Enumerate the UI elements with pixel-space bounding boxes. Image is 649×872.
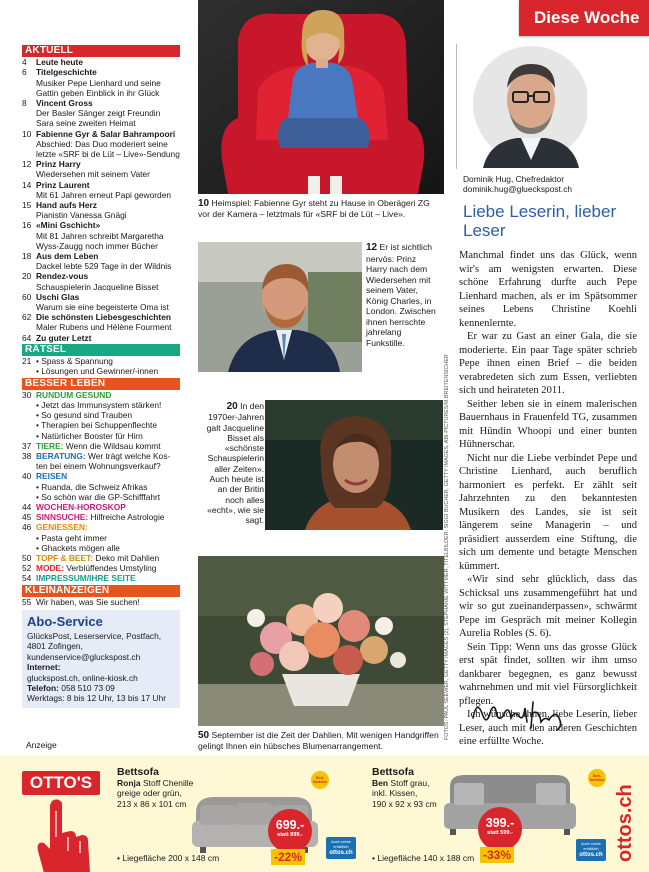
editorial-paragraph: Seither leben sie in einem malerischen Bauernhaus in Frauenfeld TG, zusammen mit Hündin Whoopi und einer bunten Hühnerschar. — [459, 398, 637, 450]
product-name: Ronja — [117, 778, 141, 788]
toc-entry-title: Wenn die Wildsau kommt — [63, 440, 161, 451]
toc-entry[interactable] — [22, 390, 180, 441]
old-price: statt 899.- — [277, 832, 303, 838]
toc-entry[interactable] — [22, 553, 180, 563]
online-tag-site: ottos.ch — [579, 852, 603, 859]
toc-entry-title: «Mini Gschicht» — [36, 220, 101, 231]
online-tag — [326, 837, 356, 859]
toc-entry-title: Vincent Gross — [36, 98, 93, 109]
toc-page-number: 62 — [22, 312, 32, 323]
toc-section-besser-leben — [22, 378, 180, 584]
toc-entry-text — [36, 471, 180, 502]
toc-page-number: 46 — [22, 522, 32, 533]
editorial-paragraph: Er war zu Gast an einer Gala, die sie moderierte. Ein paar Tage später schrieb Pepe ihnen einen Brief – die beiden verabredeten sich zum Essen, verliebten sich und heirateten 2011. — [459, 331, 637, 396]
toc-category: GENIESSEN: — [36, 522, 88, 533]
editor-name: Dominik Hug, Chefredaktor — [463, 174, 565, 184]
editorial-paragraph: Ich wünsche Ihnen, liebe Leserin, lieber Leser, auch mit den anderen Geschichten eine erfüllte Woche. — [459, 709, 637, 747]
toc-entry-text — [36, 220, 180, 251]
photo-editor — [473, 44, 587, 168]
toc-entry-text — [36, 502, 180, 512]
toc-page-number: 54 — [22, 573, 32, 584]
abo-service-box — [22, 610, 180, 708]
abo-telefon: 058 510 73 09 — [58, 683, 115, 693]
toc-entry-text — [36, 292, 180, 312]
toc-entry-sub: • Spass & Spannung — [36, 356, 113, 367]
product-desc-line: greige oder grün, — [117, 788, 182, 799]
liegeflaeche: • Liegefläche 200 x 148 cm — [117, 853, 220, 863]
toc-list-aktuell — [22, 57, 180, 343]
toc-entry-sub: • Lösungen und Gewinner/-innen — [36, 366, 159, 377]
toc-entry-line — [36, 471, 180, 481]
toc-entry-text — [36, 573, 180, 583]
toc-header-raetsel: RÄTSEL — [22, 344, 180, 356]
toc-entry-sub: Der Basler Sänger zeigt Freundin — [36, 108, 161, 119]
toc-entry-title: Hilfreiche Astrologie — [88, 512, 165, 523]
caption-fabienne — [198, 198, 444, 220]
toc-entry-sub: Mit 81 Jahren schreibt Margaretha — [36, 230, 164, 241]
toc-category: REISEN — [36, 471, 68, 482]
online-tag-site: ottos.ch — [329, 850, 353, 857]
toc-section-aktuell — [22, 45, 180, 343]
caption-text: Er ist sichtlich nervös: Prinz Harry nach dem Wiedersehen mit seinem Vater, König Charles, in London. Zwischen ihnen herrschte jahrelang Funkstille. — [366, 242, 436, 348]
toc-entry[interactable] — [22, 57, 180, 67]
ottos-site-vertical — [610, 768, 644, 868]
photo-prinz-harry — [198, 242, 362, 372]
caption-dahlien — [198, 730, 444, 752]
toc-entry-title: Verblüffendes Umstyling — [63, 563, 157, 574]
toc-entry-sub: Gattin geben Einblick in ihr Glück — [36, 87, 160, 98]
toc-entry-title: Fabienne Gyr & Salar Bahrampoori — [36, 128, 176, 139]
toc-entry[interactable] — [22, 522, 180, 553]
toc-entry-text — [36, 180, 180, 200]
toc-entry-line — [36, 502, 180, 512]
toc-entry-title: Uschi Glas — [36, 291, 80, 302]
price-circle — [268, 809, 312, 853]
toc-entry[interactable] — [22, 502, 180, 512]
editorial-paragraph: Sein Tipp: Wenn uns das grosse Glück erst spät findet, sollten wir ihm umso dankbarer begegnen, es ganz bewusst wahrnehmen und mit viel Fürsorglichkeit pflegen. — [459, 641, 637, 707]
product-desc-line: 190 x 92 x 93 cm — [372, 798, 437, 809]
toc-entry-text — [36, 251, 180, 271]
toc-entry-sub: • Ghackets mögen alle — [36, 542, 120, 553]
old-price: statt 599.- — [487, 830, 513, 836]
toc-category: IMPRESSUM/IHRE SEITE — [36, 573, 136, 584]
bettfunktion-badge: Bett-funktion — [588, 769, 606, 787]
abo-hours: Werktags: 8 bis 12 Uhr, 13 bis 17 Uhr — [27, 693, 167, 704]
product-desc-line: inkl. Kissen, — [372, 788, 418, 799]
editor-byline — [463, 174, 572, 195]
online-tag-text: Auch online erhältlich — [331, 840, 351, 849]
toc-entry-sub: Warum sie eine begeisterte Oma ist — [36, 302, 169, 313]
toc-page-number: 18 — [22, 251, 32, 262]
toc-entry-title: Hand aufs Herz — [36, 200, 97, 211]
toc-header-besser-leben: BESSER LEBEN — [22, 378, 180, 390]
toc-entry[interactable] — [22, 292, 180, 312]
toc-page-number: 12 — [22, 159, 32, 170]
caption-harry — [366, 242, 438, 348]
toc-category: TIERE: — [36, 440, 64, 451]
editorial-paragraph: Nicht nur die Liebe verbindet Pepe und Christine Lienhard, auch beruflich harmoniert es perfekt. Er zählt seit Jahrzehnten zu den bekanntesten Musikern des Landes, sie ist seit längerem seine Managerin – und präsidiert ausserdem eine Stiftung, die sich um demente und betagte Menschen kümmert. — [459, 452, 637, 572]
toc-entry-sub: Sara seine zweiten Heimat — [36, 118, 136, 129]
toc-entry-text — [36, 159, 180, 179]
toc-page-number: 21 — [22, 356, 32, 367]
toc-category: RUNDUM GESUND — [36, 389, 112, 400]
toc-entry-sub: Wiedersehen mit seinem Vater — [36, 169, 150, 180]
toc-entry-title: Zu guter Letzt — [36, 332, 92, 343]
toc-list-raetsel — [22, 356, 180, 376]
product-title: Bettsofa — [372, 766, 415, 778]
toc-entry-sub: Abschied: Das Duo moderiert seine — [36, 138, 168, 149]
toc-entry[interactable] — [22, 597, 180, 607]
toc-list-besser-leben — [22, 390, 180, 584]
toc-page-number: 8 — [22, 98, 27, 109]
toc-entry-line — [36, 553, 180, 563]
toc-entry[interactable] — [22, 180, 180, 200]
toc-entry-title: Rendez-vous — [36, 271, 89, 282]
ottos-logo — [22, 771, 100, 871]
price: 699.- — [275, 818, 305, 832]
toc-category: MODE: — [36, 563, 64, 574]
toc-entry[interactable] — [22, 159, 180, 179]
toc-page-number: 44 — [22, 501, 32, 512]
toc-entry[interactable] — [22, 251, 180, 271]
abo-address-line: GlücksPost, Leserservice, Postfach, — [27, 630, 162, 641]
toc-entry-sub: letzte «SRF bi de Lüt – Live»-Sendung — [36, 149, 180, 160]
toc-entry-text — [36, 67, 180, 98]
toc-entry-text — [36, 57, 180, 67]
toc-entry-text — [36, 451, 180, 471]
caption-text: September ist die Zeit der Dahlien. Mit wenigen Handgriffen gelingt Ihnen ein hübsches Blumenarrangement. — [198, 730, 439, 752]
price-circle — [478, 807, 522, 851]
toc-category: WOCHEN-HOROSKOP — [36, 501, 126, 512]
toc-page-number: 30 — [22, 389, 32, 400]
advertisement-ottos[interactable] — [0, 755, 649, 872]
toc-entry-line — [36, 390, 180, 400]
toc-page-number: 14 — [22, 179, 32, 190]
toc-entry[interactable] — [22, 271, 180, 291]
toc-header-kleinanzeigen: KLEINANZEIGEN — [22, 585, 180, 597]
product-name: Ben — [372, 778, 389, 788]
abo-telefon-label: Telefon: — [27, 683, 59, 693]
toc-entry[interactable] — [22, 563, 180, 573]
toc-entry[interactable] — [22, 129, 180, 160]
discount-badge: -22% — [271, 849, 305, 865]
toc-entry[interactable] — [22, 573, 180, 583]
toc-entry[interactable] — [22, 471, 180, 502]
toc-entry-sub: Musiker Pepe Lienhard und seine — [36, 77, 161, 88]
toc-entry-text — [36, 200, 180, 220]
section-badge: Diese Woche — [519, 0, 649, 36]
ottos-logo-text: OTTO'S — [22, 771, 100, 795]
toc-entry-line — [36, 451, 180, 461]
toc-entry[interactable] — [22, 441, 180, 451]
toc-list-kleinanzeigen — [22, 597, 180, 607]
toc-entry-sub: • Jetzt das Immunsystem stärken! — [36, 399, 162, 410]
toc-entry-text — [36, 129, 180, 160]
toc-entry-title: Die schönsten Liebesgeschichten — [36, 312, 171, 323]
photo-credit — [444, 354, 453, 740]
toc-entry-line — [36, 573, 180, 583]
toc-entry-text — [36, 441, 180, 451]
toc-page-number: 40 — [22, 471, 32, 482]
toc-entry-title: Aus dem Leben — [36, 251, 99, 262]
toc-entry-line — [36, 522, 180, 532]
editorial-paragraph: Manchmal findet uns das Glück, wenn wir's am wenigsten erwarten. Diese schöne Erfahrung durfte auch Pepe Lienhard machen, als er im Spätsommer seines Lebens Christine Koehli kennenlernte. — [459, 250, 637, 329]
toc-page-number: 6 — [22, 67, 27, 78]
divider — [456, 44, 457, 169]
toc-page-number: 64 — [22, 332, 32, 343]
abo-address-line: 4801 Zofingen, — [27, 641, 83, 652]
pointing-hand-icon — [22, 797, 100, 872]
caption-text: In den 1970er-Jahren galt Jacqueline Bisset als «schönste Schauspielerin aller Zeiten». Auch heute ist an der Britin noch alles «echt», wie sie sagt. — [206, 401, 264, 526]
toc-entry-text — [36, 356, 180, 376]
toc-entry-text — [36, 333, 180, 343]
editorial-paragraph: «Wir sind sehr glücklich, dass das Schicksal uns zusammengeführt hat und wir so gut zueinanderpassen», schwärmt Pepe im Gespräch mit meiner Kollegin Aurelia Robles (S. 6). — [459, 574, 637, 639]
toc-entry[interactable] — [22, 312, 180, 332]
signature-image — [469, 692, 579, 737]
toc-page-number: 20 — [22, 271, 32, 282]
photo-credit-text: FOTOS: PAUL SEEWER, GETTY IMAGES (2), STEPHANIE WITTMER, TITELBILDER: SIGGI BUCHER, GETTY IMAGES, ABI-PICTURES/M.BREITENSICHER — [444, 354, 450, 740]
toc-entry[interactable] — [22, 98, 180, 129]
abo-title: Abo-Service — [27, 613, 103, 629]
price: 399.- — [485, 816, 515, 830]
ad-label: Anzeige — [26, 740, 57, 750]
toc-category: TOPF & BEET: — [36, 552, 94, 563]
toc-entry-line — [36, 512, 180, 522]
toc-page-number: 45 — [22, 512, 32, 523]
toc-entry-title: Wer trägt welche Kos- — [85, 450, 171, 461]
toc-page-number: 52 — [22, 563, 32, 574]
product-desc: Stoff Chenille — [140, 778, 194, 788]
ottos-site-text: ottos.ch — [614, 784, 636, 862]
toc-page-number: 37 — [22, 440, 32, 451]
toc-entry-title: Prinz Laurent — [36, 179, 90, 190]
toc-entry-title: Titelgeschichte — [36, 67, 97, 78]
toc-entry[interactable] — [22, 200, 180, 220]
toc-entry-sub: ten bei einem Wohnungsverkauf? — [36, 461, 161, 472]
toc-entry-sub: Maler Rubens und Hélène Fourment — [36, 322, 172, 333]
toc-entry[interactable] — [22, 451, 180, 471]
caption-bisset — [198, 401, 264, 526]
photo-jacqueline-bisset — [265, 400, 443, 530]
toc-entry-sub: • So schön war die GP-Schifffahrt — [36, 491, 161, 502]
toc-header-aktuell: AKTUELL — [22, 45, 180, 57]
online-tag-text: Auch online erhältlich — [581, 842, 601, 851]
toc-page-number: 60 — [22, 291, 32, 302]
toc-entry-title: Deko mit Dahlien — [93, 552, 160, 563]
toc-entry-sub: • Therapien bei Schuppenflechte — [36, 420, 158, 431]
caption-page-number: 12 — [366, 242, 378, 253]
caption-text: Heimspiel: Fabienne Gyr steht zu Hause in Oberägeri ZG vor der Kamera – letztmals für «SRF bi de Lüt – Live». — [198, 198, 430, 220]
toc-entry[interactable] — [22, 356, 180, 376]
abo-internet-label: Internet: — [27, 662, 61, 673]
toc-entry-sub: Schauspielerin Jacqueline Bisset — [36, 281, 159, 292]
photo-fabienne-gyr — [198, 0, 444, 194]
toc-entry-text — [36, 98, 180, 129]
bettfunktion-badge: Bett-funktion — [311, 771, 329, 789]
toc-entry-sub: • So gesund sind Trauben — [36, 410, 133, 421]
discount-badge: -33% — [480, 847, 514, 863]
toc-entry-text — [36, 512, 180, 522]
liegeflaeche: • Liegefläche 140 x 188 cm — [372, 853, 475, 863]
toc-entry-sub: Dackel lebte 529 Tage in der Wildnis — [36, 261, 172, 272]
toc-entry-title: Wir haben, was Sie suchen! — [36, 596, 140, 607]
toc-entry-sub: • Ruanda, die Schweiz Afrikas — [36, 481, 148, 492]
toc-section-kleinanzeigen — [22, 585, 180, 607]
product-desc: Stoff grau, — [388, 778, 430, 788]
toc-entry-sub: • Natürlicher Booster für Hirn — [36, 430, 143, 441]
toc-entry-sub: Mit 61 Jahren erneut Papi geworden — [36, 189, 172, 200]
toc-page-number: 15 — [22, 200, 32, 211]
toc-entry-text — [36, 312, 180, 332]
toc-entry[interactable] — [22, 220, 180, 251]
product-title: Bettsofa — [117, 766, 160, 778]
editorial-body — [459, 249, 637, 749]
toc-entry-title: Prinz Harry — [36, 159, 81, 170]
toc-entry[interactable] — [22, 333, 180, 343]
online-tag — [576, 839, 606, 861]
caption-page-number: 10 — [198, 198, 210, 209]
toc-category: BERATUNG: — [36, 450, 86, 461]
abo-email-link[interactable]: kundenservice@gluckspost.ch — [27, 651, 141, 662]
toc-entry-text — [36, 522, 180, 553]
toc-entry-text — [36, 390, 180, 441]
toc-page-number: 10 — [22, 128, 32, 139]
toc-entry-line — [36, 441, 180, 451]
toc-section-raetsel — [22, 344, 180, 377]
toc-entry-text — [36, 553, 180, 563]
toc-page-number: 50 — [22, 552, 32, 563]
toc-entry[interactable] — [22, 512, 180, 522]
toc-entry-text — [36, 563, 180, 573]
toc-entry[interactable] — [22, 67, 180, 98]
editorial-title: Liebe Leserin, lieber Leser — [463, 202, 617, 240]
toc-entry-title: Leute heute — [36, 57, 83, 68]
toc-entry-sub: Pianistin Vanessa Gnägi — [36, 210, 127, 221]
toc-page-number: 55 — [22, 596, 32, 607]
product-desc-line: 213 x 86 x 101 cm — [117, 798, 187, 809]
toc-entry-line — [36, 563, 180, 573]
toc-category: SINNSUCHE: — [36, 512, 89, 523]
editor-email-link[interactable]: dominik.hug@glueckspost.ch — [463, 184, 573, 195]
toc-page-number: 38 — [22, 450, 32, 461]
table-of-contents — [22, 44, 180, 708]
toc-entry-sub: • Pasta geht immer — [36, 532, 107, 543]
toc-entry-sub: Wyss-Zaugg noch immer Bücher — [36, 240, 158, 251]
toc-entry-text — [36, 271, 180, 291]
caption-page-number: 50 — [198, 730, 210, 741]
abo-internet-link[interactable]: gluckspost.ch, online-kiosk.ch — [27, 672, 138, 683]
photo-dahlien — [198, 556, 444, 726]
caption-page-number: 20 — [226, 401, 238, 412]
toc-page-number: 16 — [22, 220, 32, 231]
toc-page-number: 4 — [22, 57, 27, 68]
